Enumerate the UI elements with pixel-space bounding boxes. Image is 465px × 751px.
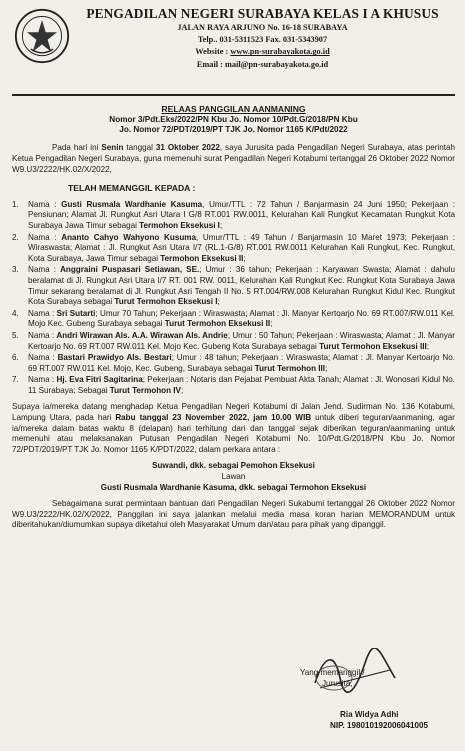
party-role: Termohon Eksekusi I	[139, 220, 220, 230]
summons-text-2: untuk diberi teguran/aanmaning, agar ia/mereka dalam batas waktu 8 (delapan) hari terhitung dari dan tanggal sejak diberikan teguran/aanmaning untuk memenuhi atau melaksanakan Putusan Pengadilan Negeri Kotabumi No. 10/Pdt.G/2018/PN Kbu Jo. Nomor 72/PDT/2019/PT TJK Jo. Nomor 1165 K/PDT/2022, dalam perkara antara :	[12, 413, 455, 454]
list-item	[12, 331, 455, 352]
section-title: TELAH MEMANGGIL KEPADA :	[68, 183, 196, 194]
party-role: Turut Termohon Eksekusi II	[164, 319, 271, 329]
party-name: Bastari Prawidyo Als. Bestari	[57, 353, 172, 363]
intro-date: 31 Oktober 2022	[155, 143, 220, 153]
party-details: ; Pekerjaan : Notaris dan Pejabat Pembuat Akta Tanah; Alamat : Jl. Wonosari Kidul No. 11 Surabaya; Sebagai	[28, 375, 455, 395]
item-prefix: Nama :	[28, 330, 57, 340]
list-item	[12, 233, 455, 265]
intro-text-1: Pada hari ini	[52, 143, 102, 153]
party-name: Hj. Eva Fitri Sagitarina	[56, 375, 143, 385]
letterhead-text	[70, 6, 455, 71]
website-link[interactable]: www.pn-surabayakota.go.id	[230, 47, 330, 57]
party-details: ; Umur : 50 Tahun; Pekerjaan : Wiraswasta; Alamat : Jl. Manyar Kertoarjo No. 69 RT.007 RW.011 Kel. Mojo Kec. Gubeng Kota Surabaya sebagai	[28, 330, 455, 351]
document-body	[12, 104, 455, 531]
party-role: Turut Termohon Eksekusi III	[319, 341, 427, 351]
party-name: Andri Wirawan Als. A.A. Wirawan Als. Andrie	[56, 330, 228, 340]
item-prefix: Nama :	[28, 265, 61, 275]
list-item	[12, 309, 455, 330]
item-end: ;	[270, 319, 273, 329]
item-prefix: Nama :	[28, 232, 62, 242]
party-details: , Umur/TTL : 49 Tahun / Banjarmasin 10 Maret 1973; Pekerjaan : Wiraswasta; Alamat : Jl. Rungkut Asri Utara I/7 (RL.1-G/8) RT.001 RW.0011 Kelurahan Kali Rungkut, Kec. Rungkut, Kota Surabaya, Jawa Timur sebagai	[28, 232, 456, 263]
party-details: , Umur/TTL : 72 Tahun / Banjarmasin 24 Juni 1950; Pekerjaan : Pensiunan; Alamat Jl. Rungkut Asri Utara I G/8 RT.001 RW.0011, Kelurahan Kali Rungkut Kecamatan Rungkut Kota Surabaya Jawa Timur sebagai	[28, 199, 456, 230]
case-applicant: Suwandi, dkk. sebagai Pemohon Eksekusi	[152, 461, 315, 471]
item-end: ;	[217, 297, 220, 307]
item-end: ;	[325, 363, 328, 373]
item-end: ;	[243, 253, 246, 263]
item-end: ;	[180, 385, 184, 395]
item-end: ;	[426, 341, 429, 351]
intro-text-2: tanggal	[123, 143, 156, 153]
item-number: 6.	[12, 353, 19, 363]
item-number: 4.	[12, 308, 19, 318]
signature-line-2: Jurusita,	[322, 678, 353, 688]
item-prefix: Nama :	[28, 375, 57, 385]
case-reference-2: Jo. Nomor 72/PDT/2019/PT TJK Jo. Nomor 1165 K/Pdt/2022	[119, 125, 348, 134]
item-number: 1.	[12, 199, 19, 209]
case-versus: Lawan	[221, 472, 246, 482]
case-reference-1: Nomor 3/Pdt.Eks/2022/PN Kbu Jo. Nomor 10/Pdt.G/2018/PN Kbu	[109, 114, 358, 124]
item-end: ;	[219, 220, 223, 230]
court-seal-logo	[14, 8, 70, 64]
item-prefix: Nama :	[28, 308, 57, 318]
court-website-line	[70, 46, 455, 58]
item-number: 7.	[12, 375, 19, 385]
party-role: Turut Termohon III	[254, 363, 326, 373]
party-details: ; Umur : 48 tahun; Pekerjaan : Wiraswasta; Alamat : Jl. Manyar Kertoarjo No. 69 RT.007 RW.011 Kel. Mojo, Kec. Gubeng, Surabaya sebagai	[28, 353, 455, 373]
list-item	[12, 353, 455, 374]
case-respondent: Gusti Rusmala Wardhanie Kasuma, dkk. sebagai Termohon Eksekusi	[100, 482, 367, 492]
letterhead	[12, 6, 455, 96]
intro-text-3: , saya Jurusita pada Pengadilan Negeri Surabaya, atas perintah Ketua Pengadilan Negeri Surabaya, guna memenuhi surat Pengadilan Negeri Kotabumi tertanggal 26 Oktober 2022 Nomor W9.U3/2222/HK.02/X/2022,	[12, 143, 455, 174]
item-number: 3.	[12, 265, 19, 275]
party-role: Turut Termohon IV	[109, 385, 181, 395]
item-prefix: Nama :	[28, 199, 62, 209]
court-email: Email : mail@pn-surabayakota.go.id	[196, 59, 329, 69]
document-title: RELAAS PANGGILAN AANMANING	[161, 104, 306, 114]
court-name: PENGADILAN NEGERI SURABAYA KELAS I A KHUSUS	[86, 6, 439, 21]
signatory-nip: NIP. 198010192006041005	[330, 721, 428, 730]
item-number: 5.	[12, 330, 19, 340]
summons-text-1: Supaya ia/mereka datang menghadap Ketua Pengadilan Negeri Kotabumi di Jalan Jend. Sudirman No. 136 Kotabumi, Lampung Utara, pada hari	[12, 402, 455, 423]
intro-paragraph	[12, 143, 455, 175]
party-name: Sri Sutarti	[56, 308, 96, 318]
party-role: Termohon Eksekusi II	[160, 253, 244, 263]
party-name: Gusti Rusmala Wardhanie Kasuma	[61, 199, 203, 209]
court-phone: Telp.. 031-5311523 Fax. 031-5343907	[197, 35, 328, 45]
summons-paragraph	[12, 402, 455, 455]
list-item	[12, 200, 455, 232]
signature-line-1: Yang memanggil /	[300, 668, 365, 677]
party-details: ; Umur 70 Tahun; Pekerjaan : Wiraswasta; Alamat : Jl. Manyar Kertoarjo No. 69 RT.007/RW.011 Kel. Mojo Kec. Gubeng Surabaya sebagai	[28, 308, 455, 329]
party-role: Turut Termohon Eksekusi I	[114, 297, 218, 307]
court-address: JALAN RAYA ARJUNO No. 16-18 SURABAYA	[177, 23, 348, 32]
item-number: 2.	[12, 232, 19, 242]
item-prefix: Nama :	[28, 353, 58, 363]
closing-paragraph: Sebagaimana surat permintaan bantuan dari Pengadilan Negeri Sukabumi tertanggal 26 Oktober 2022 Nomor W9.U3/2222/HK.02/X/2022, Panggilan ini saya jalankan melalui media masa koran harian MEMORANDUM untuk diberitahukan/diumumkan supaya diketahui oleh Masyarakat Umum dan/atau para pihak yang dipanggil.	[12, 499, 455, 530]
summons-datetime: Rabu tanggal 23 November 2022, jam 10.00 WIB	[115, 413, 312, 423]
signature-block	[300, 668, 450, 689]
party-name: Ananto Cahyo Wahyono Kusuma	[61, 232, 196, 242]
website-label: Website :	[195, 47, 231, 57]
party-details: ; Umur : 36 tahun; Pekerjaan : Karyawan Swasta; Alamat : dahulu beralamat di Jl. Rungkut Asri Utara I/7 RT. 001 RW. 0011, Kelurahan Kali Rungkut Kec. Rungkut Kota Surabaya Jawa Timur sekarang beralamat di Jl. Rungkut Asri Tengah II No. 5 RT.004/RW.008 Kelurahan Rungkut Kidul Kec. Rungkut Kota Surabaya sebagai	[28, 265, 455, 307]
party-list	[12, 200, 455, 397]
signatory-name: Ria Widya Adhi	[340, 710, 399, 719]
intro-day: Senin	[101, 143, 124, 153]
list-item	[12, 375, 455, 396]
list-item	[12, 265, 455, 307]
party-name: Anggraini Puspasari Setiawan, SE.	[60, 265, 200, 275]
